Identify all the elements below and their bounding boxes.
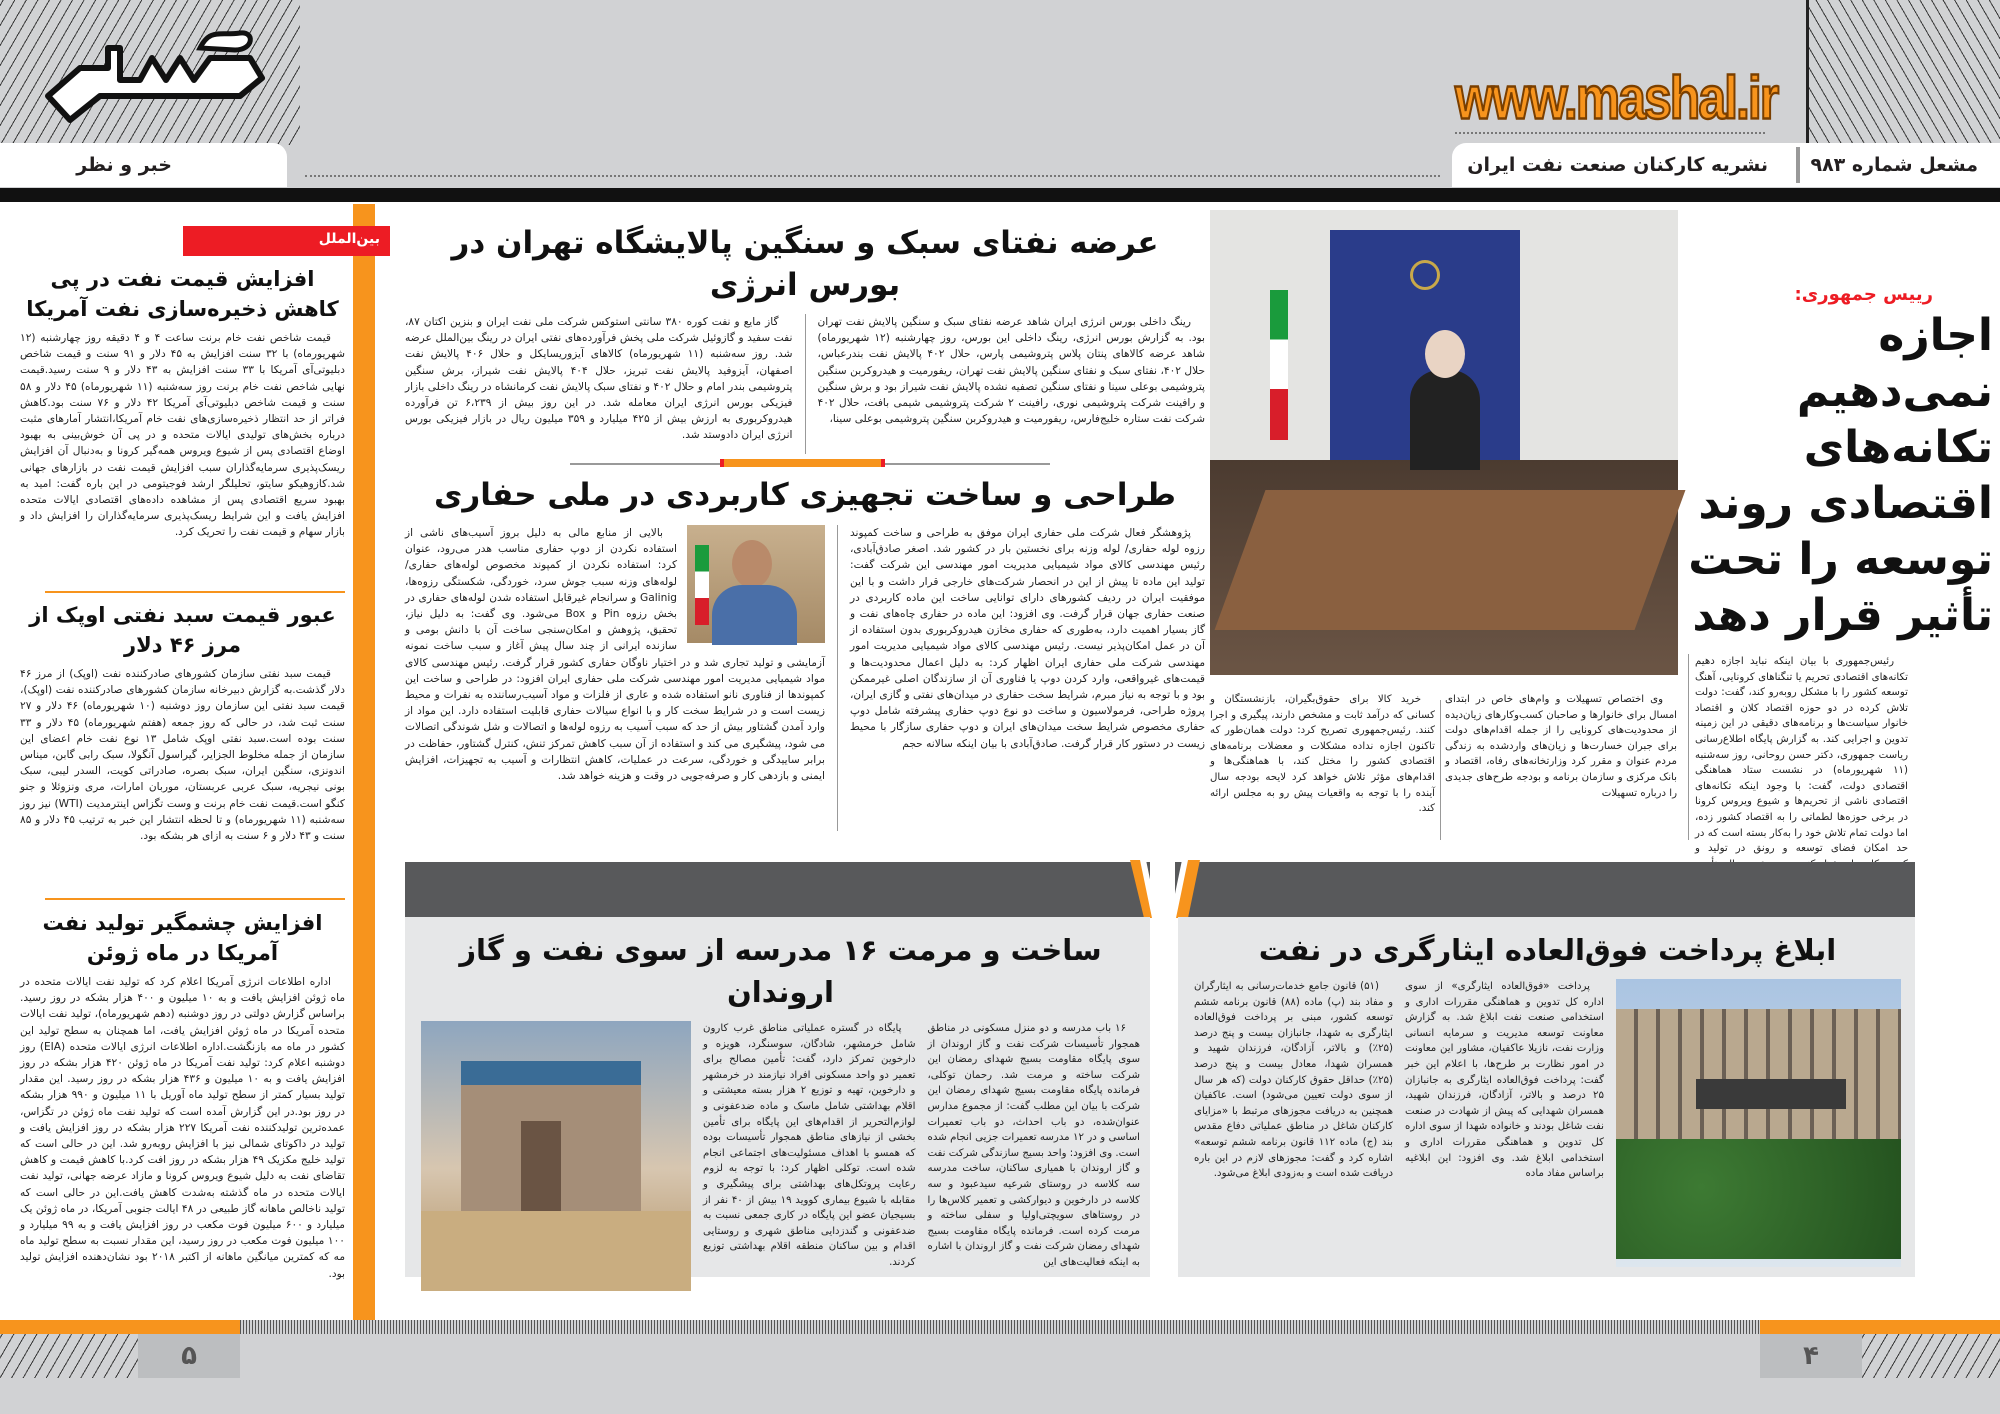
lead-col-3 xyxy=(1210,692,1435,837)
isargari-col-left xyxy=(1194,979,1393,1267)
article-body: خرید کالا برای حقوق‌بگیران، بازنشستگان و کسانی که درآمد ثابت و مشخص دارند، پیگیری و اجرا کنند. رئیس‌جمهوری تصریح کرد: دولت همان‌طور که تاکنون اجازه نداده مشکلات و معضلات برنامه‌های اقتصادی کشور را مختل کند، با هماهنگی‌ها و اقدام‌های مؤثر تلاش خواهد کرد لایحه بودجه سال آینده را با توجه به واقعیات پیش رو به مجلس ارائه کند. xyxy=(1210,694,1435,815)
footer-accent xyxy=(0,1320,240,1334)
hatch-pattern xyxy=(1862,1334,2000,1378)
article-title: افزایش چشمگیر تولید نفت آمریکا در ماه ژوئن xyxy=(42,911,323,965)
section-label: خبر و نظر xyxy=(76,154,172,176)
article-body: وی اختصاص تسهیلات و وام‌های خاص در ابتدای امسال برای خانوارها و صاحبان کسب‌وکارهای زیان‌دیده از محدودیت‌های کرونایی را از جمله اقدام‌های دولت برای جبران خسارت‌ها و زیان‌های واردشده به زندگی مردم عنوان و مقرر کرد وزارتخانه‌های رفاه، اقتصاد و بانک مرکزی و سازمان برنامه و بودجه طرح‌های جدیدی را درباره تسهیلات xyxy=(1445,694,1677,799)
column-rule xyxy=(1440,700,1441,840)
article-body: بالایی از منابع مالی به دلیل بروز آسیب‌های ناشی از استفاده نکردن از دوپ حفاری مناسب هدر می‌رود، عنوان کرد: استفاده نکردن از کمپوند مخصوص لوله‌های حفاری/ لوله‌های وزنه سبب جوش سرد، خوردگی، شکستگی رزوه‌ها، Galinig و سرانجام غیرقابل استفاده شدن لوله‌های حفاری در بخش رزوه Pin و Box می‌شود. وی گفت: به دلیل نیاز، تحقیق، پژوهش و امکان‌سنجی ساخت آن با دانش بومی و سازنده ایرانی از چند سال پیش آغاز و سبب ساخت نمونه آزمایشی و تولید تجاری شد و در اختیار ناوگان حفاری کشور قرار گرفت. رئیس مهندسی کالای مواد شیمیایی مدیریت امور مهندسی شرکت ملی حفاری ایران افزود: در طراحی و ساخت این کمپوندها از فناوری نانو استفاده شده و عاری از فلزات و مواد آسیب‌رساننده به نفرات و محیط زیست است و در شرایط سخت کار و با انواع سیالات حفاری قابلیت استفاده دارد. این مواد از وارد آمدن گشتاور بیش از حد که سبب آسیب به رزوه لوله‌ها و اتصالات و شل شوندگی اتصالات می شود، پیشگیری می کند و استفاده از آن سبب کاهش تمرکز تنش، کنترل گشتاور، حفاظت در برابر ساییدگی و خوردگی، سرعت در عملیات، کاهش انتظارات و آسیب به تجهیزات، افزایش ایمنی و بازدهی کار و صرفه‌جویی در وقت و هزینه خواهد شد. xyxy=(405,527,825,783)
column-rule xyxy=(837,525,838,831)
article-body: ۱۶ باب مدرسه و دو منزل مسکونی در مناطق همجوار تأسیسات شرکت نفت و گاز اروندان از سوی پایگاه مقاومت بسیج شهدای رمضان این شرکت ساخته و مرمت شد. رحمان توکلی، فرمانده پایگاه مقاومت بسیج شهدای رمضان این شرکت با بیان این مطلب گفت: از مجموع مدارس عنوان‌شده، دو باب احداث، دو باب تعمیرات اساسی و در ۱۲ مدرسه تعمیرات جزیی انجام شده است. وی افزود: واحد بسیج سازندگی شرکت نفت و گاز اروندان با همیاری ساکنان، ساخت مدرسه سه کلاسه در روستای شرعیه سیدعبود و سه کلاسه در دارخوین و دیوارکشی و تعمیر کلاس‌ها را در روستاهای سویچتی‌اولیا و سفلی ساخته و مرمت کرده است. فرمانده پایگاه مقاومت بسیج شهدای رمضان شرکت نفت و گاز اروندان با اشاره به اینکه فعالیت‌های این xyxy=(927,1023,1140,1268)
mashal-logo xyxy=(40,28,270,118)
drilling-col-right xyxy=(850,525,1205,831)
article-body: پایگاه در گستره عملیاتی مناطق غرب کارون شامل خرمشهر، شادگان، سوسنگرد، هویزه و دارخوین تمرکز دارد، گفت: تأمین مصالح برای تعمیر دو واحد مسکونی افراد نیازمند در خرمشهر و دارخوین، تهیه و توزیع ۲ هزار بسته معیشتی و اقلام بهداشتی شامل ماسک و ماده ضدعفونی و لوازم‌التحریر از اقدام‌های این پایگاه برای تأمین بخشی از نیازهای مناطق همجوار تأسیسات بوده که همسو با اهداف مسئولیت‌های اجتماعی انجام شده است. توکلی اظهار کرد: با توجه به لزوم رعایت پروتکل‌های بهداشتی برای پیشگیری و مقابله با شیوع بیماری کووید ۱۹ بیش از ۴۰ نفر از بسیجیان عضو این پایگاه در کاری جمعی نسبت به ضدعفونی و گندزدایی مناطق شهری و روستایی اقدام و بین ساکنان منطقه اقلام بهداشتی توزیع کردند. xyxy=(703,1023,916,1268)
hatch-pattern xyxy=(0,1334,138,1378)
article-title: طراحی و ساخت تجهیزی کاربردی در ملی حفاری xyxy=(434,477,1176,513)
article-kicker: رییس جمهوری: xyxy=(1794,284,1933,305)
article-body: قیمت سبد نفتی سازمان کشورهای صادرکننده نفت (اوپک) از مرز ۴۶ دلار گذشت.به گزارش دبیرخانه سازمان کشورهای صادرکننده نفت (اوپک)، قیمت سبد نفتی این سازمان روز دوشنبه (۱۰ شهریورماه) ۴۶ دلار و ۲۷ سنت ثبت شد، در حالی که روز جمعه (هفتم شهریورماه) ۴۵ دلار و ۳۳ سنت بوده است.سبد نفتی اوپک شامل ۱۳ نوع نفت خام اعضای این سازمان از جمله مخلوط الجزایر، گیراسول آنگولا، سبک رابی گابن، میناس اندونزی، سنگین ایران، سبک بصره، صادراتی کویت، السدر لیبی، سبک بونی نیجریه، سبک عربی عربستان، موربان امارات، مری ونزوئلا و جنو کنگو است.قیمت نفت خام برنت و وست تگزاس اینترمدیت (WTI) نیز روز سه‌شنبه (۱۱ شهریورماه) و تا لحظه انتشار این خبر به ترتیب ۴۵ دلار و ۸۵ سنت و ۴۳ دلار و ۶ سنت به ازای هر بشکه بود. xyxy=(20,668,346,843)
page-gutter-bar xyxy=(353,204,375,1374)
article-body: قیمت شاخص نفت خام برنت ساعت ۴ و ۴ دقیقه روز چهارشنبه (۱۲ شهریورماه) با ۳۲ سنت افزایش به ۴۵ دلار و ۹۱ سنت و قیمت شاخص دبلیوتی‌آی آمریکا با ۳۳ سنت افزایش به ۴۳ دلار و ۹ سنت رسید.قیمت نهایی شاخص نفت خام برنت روز سه‌شنبه (۱۱ شهریورماه) ۴۵ دلار و ۵۸ سنت و قیمت شاخص دبلیوتی‌آی آمریکا ۴۲ دلار و ۷۶ سنت بود.کاهش فراتر از حد انتظار ذخیره‌سازی‌های نفت خام آمریکا،انتشار آمارهای مثبت درباره بخش‌های تولیدی ایالات متحده و در پی آن خوش‌بینی به بهبود اوضاع اقتصادی پس از شیوع ویروس همه‌گیر کرونا و به‌دنبال آن افزایش ریسک‌پذیری سرمایه‌گذاران سبب افزایش قیمت نفت در بازارهای جهانی شد.کازوهیکو سایتو، تحلیلگر ارشد فوجیتومی در این باره گفت: امید به بهبود سریع اقتصادی پس از مشاهده داده‌های اقتصادی ایالات متحده افزایش یافت و این شرایط ریسک‌پذیری سرمایه‌گذاران را افزایش داد و بازار سهام و قیمت نفت را تحریک کرد. xyxy=(20,332,346,539)
header-band xyxy=(0,188,2000,202)
article-body: (۵۱) قانون جامع خدمات‌رسانی به ایثارگران و مفاد بند (پ) ماده (۸۸) قانون برنامه ششم توسعه کشور، مبنی بر پرداخت فوق‌العاده ایثارگری به شهدا، جانبازان بیست و پنج درصد (۲۵٪) و بالاتر، آزادگان، فرزندان شهید و همسران شهدا، معادل بیست و پنج درصد (۲۵٪) حداقل حقوق کارکنان دولت (که هر سال از سوی دولت تعیین می‌شود) است. عاکفیان همچنین به دریافت مجوزهای مرتبط با «مزایای کارکنان شاغل در مناطق عملیاتی دفاع مقدس بند (ج) ماده ۱۱۲ قانون برنامه ششم توسعه» اشاره کرد و گفت: مجوزهای لازم در این باره دریافت شده است و به‌زودی ابلاغ می‌شود. xyxy=(1194,981,1393,1180)
article-body: اداره اطلاعات انرژی آمریکا اعلام کرد که تولید نفت ایالات متحده در ماه ژوئن افزایش یافت و به ۱۰ میلیون و ۴۰۰ هزار بشکه در روز رسید. براساس گزارش دولتی در روز دوشنبه (دهم شهریورماه)، تولید نفت ایالات متحده آمریکا در ماه ژوئن افزایش یافت، اما همچنان به سطح تولید این کشور در ماه مه بازنگشت.اداره اطلاعات انرژی ایالات متحده (EIA) روز دوشنبه اعلام کرد: تولید نفت آمریکا در ماه ژوئن ۴۲۰ هزار بشکه در روز افزایش یافت و به ۱۰ میلیون و ۴۳۶ هزار بشکه در روز رسید. این مقدار تولید بسیار کمتر از سطح تولید ماه آوریل با ۱۱ میلیون و ۹۹۰ هزار بشکه در روز بود.در این گزارش آمده است که تولید نفت ماه ژوئن در تگزاس، عمده‌ترین تولیدکننده نفت آمریکا ۲۲۷ هزار بشکه در روز افزایش یافت و تولید در داکوتای شمالی نیز با افزایش روبه‌رو شد. این در حالی است که تولید خلیج مکزیک ۴۹ هزار بشکه در روز افت کرد.با کاهش قیمت و کاهش تقاضای نفت به دلیل شیوع ویروس کرونا و مازاد عرضه جهانی، تولید نفت ایالات متحده در ماه گذشته به‌شدت کاهش یافت.این در حالی است که تولید ناخالص ماهانه گاز طبیعی در ۴۸ ایالت جنوبی آمریکا، در ماه ژوئن یک میلیارد و ۶۰۰ میلیون فوت مکعب در روز افزایش یافت و به ۹۹ میلیارد و ۱۰۰ میلیون فوت مکعب در روز رسید، این مقدار نسبت به سطح تولید ماه مه که کمترین میانگین ماهانه از اکتبر ۲۰۱۸ بود نشان‌دهنده افزایش تولید بود. xyxy=(20,976,346,1280)
schools-col-left xyxy=(703,1021,916,1267)
section-tag: بین‌الملل xyxy=(183,226,390,256)
article-title: اجازه نمی‌دهیم تکانه‌های اقتصادی روند توسعه را تحت تأثیر قرار دهد xyxy=(1688,310,1993,641)
lead-article xyxy=(1688,282,1993,855)
banner-right xyxy=(1175,862,1915,917)
article-body: رئیس‌جمهوری با بیان اینکه نباید اجازه دهیم تکانه‌های اقتصادی تحریم یا تنگناهای کرونایی، آهنگ توسعه کشور را با مشکل روبه‌رو کند، گفت: دولت تلاش کرده در دو حوزه اقتصاد کلان و اقتصاد خانوار سیاست‌ها و برنامه‌های دقیقی در این زمینه تدوین و اجرایی کند. به گزارش پایگاه اطلاع‌رسانی ریاست جمهوری، دکتر حسن روحانی، روز سه‌شنبه (۱۱ شهریورماه) در نشست ستاد هماهنگی اقتصادی دولت، گفت: با وجود اینکه تکانه‌های اقتصادی ناشی از تحریم‌ها و شیوع ویروس کرونا در برخی حوزه‌ها لطماتی را به اقتصاد کشور زده، اما دولت تمام تلاش خود را به‌کار بسته است که در حد امکان فضای توسعه و رونق در تولید و xyxy=(1695,656,1908,855)
article-body: پرداخت «فوق‌العاده ایثارگری» از سوی اداره کل تدوین و هماهنگی مقررات اداری و استخدامی صنعت نفت ابلاغ شد. به گزارش معاونت توسعه مدیریت و سرمایه انسانی وزارت نفت، نازیلا عاکفیان، مشاور این معاونت در امور نظارت بر طرح‌ها، با اعلام این خبر گفت: پرداخت فوق‌العاده ایثارگری به جانبازان ۲۵ درصد و بالاتر، آزادگان، فرزندان شهید، همسران شهدایی که پیش از شهادت در صنعت نفت شاغل بودند و خانواده شهدا از سوی اداره کل تدوین و هماهنگی مقررات اداری و استخدامی ابلاغ شد. وی افزود: این ابلاغیه براساس مفاد ماده xyxy=(1405,981,1604,1180)
article-title: افزایش قیمت نفت در پی کاهش ذخیره‌سازی نفت آمریکا xyxy=(26,267,339,321)
article-title: ساخت و مرمت ۱۶ مدرسه از سوی نفت و گاز اروندان xyxy=(459,933,1102,1009)
intl-article-2 xyxy=(20,600,345,892)
cabinet-meeting-photo xyxy=(1210,210,1678,675)
hatch-pattern-right xyxy=(1808,0,2000,145)
section-label-tab xyxy=(0,143,287,187)
schools-box xyxy=(405,917,1150,1277)
separator xyxy=(45,591,345,593)
ornament-bar xyxy=(720,459,885,467)
footer-accent xyxy=(1760,1320,2000,1334)
dotted-rule xyxy=(305,175,1440,177)
drilling-col-left xyxy=(405,525,825,831)
page-number-right: ۴ xyxy=(1760,1334,1862,1378)
article-body: پژوهشگر فعال شرکت ملی حفاری ایران موفق به طراحی و ساخت کمپوند رزوه لوله حفاری/ لوله وزنه برای نخستین بار در کشور شد. اصغر صادق‌آبادی، رئیس مهندسی کالای مواد شیمیایی مدیریت امور مهندسی این شرکت گفت: تولید این ماده تا پیش از این در انحصار شرکت‌های خارجی قرار داشت و با این موفقیت ایران در ردیف کشورهای دارای توانایی ساخت این ماده کاربردی در صنعت حفاری جهان قرار گرفت. وی افزود: این ماده در حفاری چاه‌های نفت و گاز بسیار اهمیت دارد، به‌طوری که حفاری مخازن هیدروکربوری بدون استفاده از آن در عمل امکان‌پذیر نیست. رئیس مهندسی کالای مواد شیمیایی مدیریت امور مهندسی شرکت ملی حفاری ایران اظهار کرد: به دلیل اعمال محدودیت‌ها و قیمت‌های غیرواقعی، وارد کردن دوپ یا فناوری آن از سازندگان اصلی غیرممکن بود و با توجه به نیاز مبرم، شرایط سخت حفاری در میدان‌های نفتی و گازی ایران، پروژه طراحی، فرمولاسیون و ساخت دو نوع دوپ حفاری پیشرفته شامل دوپ حفاری مخصوص شرایط سخت میدان‌های ایران و دوپ حفاری سازگار با محیط زیست در دستور کار قرار گرفت. صادق‌آبادی با بیان اینکه سالانه حجم xyxy=(850,527,1205,750)
chevron-ornament xyxy=(1130,860,1200,920)
intl-article-1 xyxy=(20,264,345,584)
refinery-col-right xyxy=(818,314,1206,454)
article-title: عرضه نفتای سبک و سنگین پالایشگاه تهران در بورس انرژی xyxy=(451,225,1159,303)
lead-col-1 xyxy=(1688,654,1908,855)
publication-tab xyxy=(1452,143,2000,187)
refinery-article xyxy=(405,222,1205,454)
intl-article-3 xyxy=(20,908,345,1312)
article-body: رینگ داخلی بورس انرژی ایران شاهد عرضه نفتای سبک و سنگین پالایش نفت تهران بود. به گزارش بورس انرژی، رینگ داخلی این بورس، روز چهارشنبه (۱۲ شهریورماه) شاهد عرضه کالاهای پنتان پلاس پتروشیمی پارس، حلال ۴۰۲ پالایش نفت بندرعباس، حلال ۴۰۲، نفتای سبک و نفتای سنگین پالایش نفت تهران، ریفورمیت و هیدروکربن سنگین پتروشیمی بوعلی سینا و نفتای سنگین تصفیه نشده پالایش نفت شیراز بود و برش سنگین و رافینت شرکت پتروشیمی نوری، رافینت ۲ شرکت پتروشیمی شیمی بافت، حلال ۴۰۲ شرکت نفت ستاره خلیج‌فارس، ریفورمیت و هیدروکربن سنگین پتروشیمی بوعلی سینا، xyxy=(817,316,1206,426)
lead-col-2 xyxy=(1445,692,1677,837)
column-rule xyxy=(805,314,806,454)
article-title: عبور قیمت سبد نفتی اوپک از مرز ۴۶ دلار xyxy=(29,603,336,657)
separator xyxy=(45,898,345,900)
isargari-col-right xyxy=(1405,979,1604,1267)
footer xyxy=(0,1320,2000,1414)
article-title: ابلاغ پرداخت فوق‌العاده ایثارگری در نفت xyxy=(1258,933,1837,967)
website-url[interactable]: www.mashal.ir xyxy=(1455,64,1778,132)
schools-col-right xyxy=(928,1021,1141,1267)
drilling-article xyxy=(405,473,1205,831)
oil-ministry-building-photo xyxy=(1616,979,1901,1267)
footer-dotted-band xyxy=(240,1320,1760,1334)
page-number-left: ۵ xyxy=(138,1334,240,1378)
school-building-photo xyxy=(421,1021,691,1267)
banner-left xyxy=(405,862,1150,917)
header-divider xyxy=(1806,0,1809,145)
dotted-rule xyxy=(1455,132,1765,134)
publication-name: نشریه کارکنان صنعت نفت ایران xyxy=(1467,154,1768,176)
article-body: گاز مایع و نفت کوره ۳۸۰ سانتی استوکس شرکت ملی نفت ایران و بنزین اکتان ۸۷، نفت سفید و گازوئیل شرکت ملی پخش فرآورده‌های نفتی ایران در رینگ بین‌الملل عرضه شد. روز سه‌شنبه (۱۱ شهریورماه) کالاهای آیزوریسایکل و حلال ۴۰۶ پالایش نفت اصفهان، آیزوفید پالایش نفت تبریز، حلال ۴۰۴ پالایش نفت شیراز، برش سنگین پتروشیمی بندر امام و حلال ۴۰۲ و نفتای سبک پالایش نفت کرمانشاه در رینگ داخلی بازار فیزیکی بورس انرژی ایران معامله شد. در این روز بیش از ۶،۲۳۹ تن فرآورده هیدروکربوری به ارزش بیش از ۴۲۵ میلیارد و ۳۵۹ میلیون ریال در بازار فیزیکی بورس انرژی ایران دادوستد شد. xyxy=(405,316,793,442)
issue-number: مشعل شماره ۹۸۳ xyxy=(1810,154,1978,176)
isargari-box xyxy=(1178,917,1915,1277)
refinery-col-left xyxy=(405,314,793,454)
tab-divider xyxy=(1796,147,1800,183)
engineer-portrait-photo xyxy=(687,525,825,643)
